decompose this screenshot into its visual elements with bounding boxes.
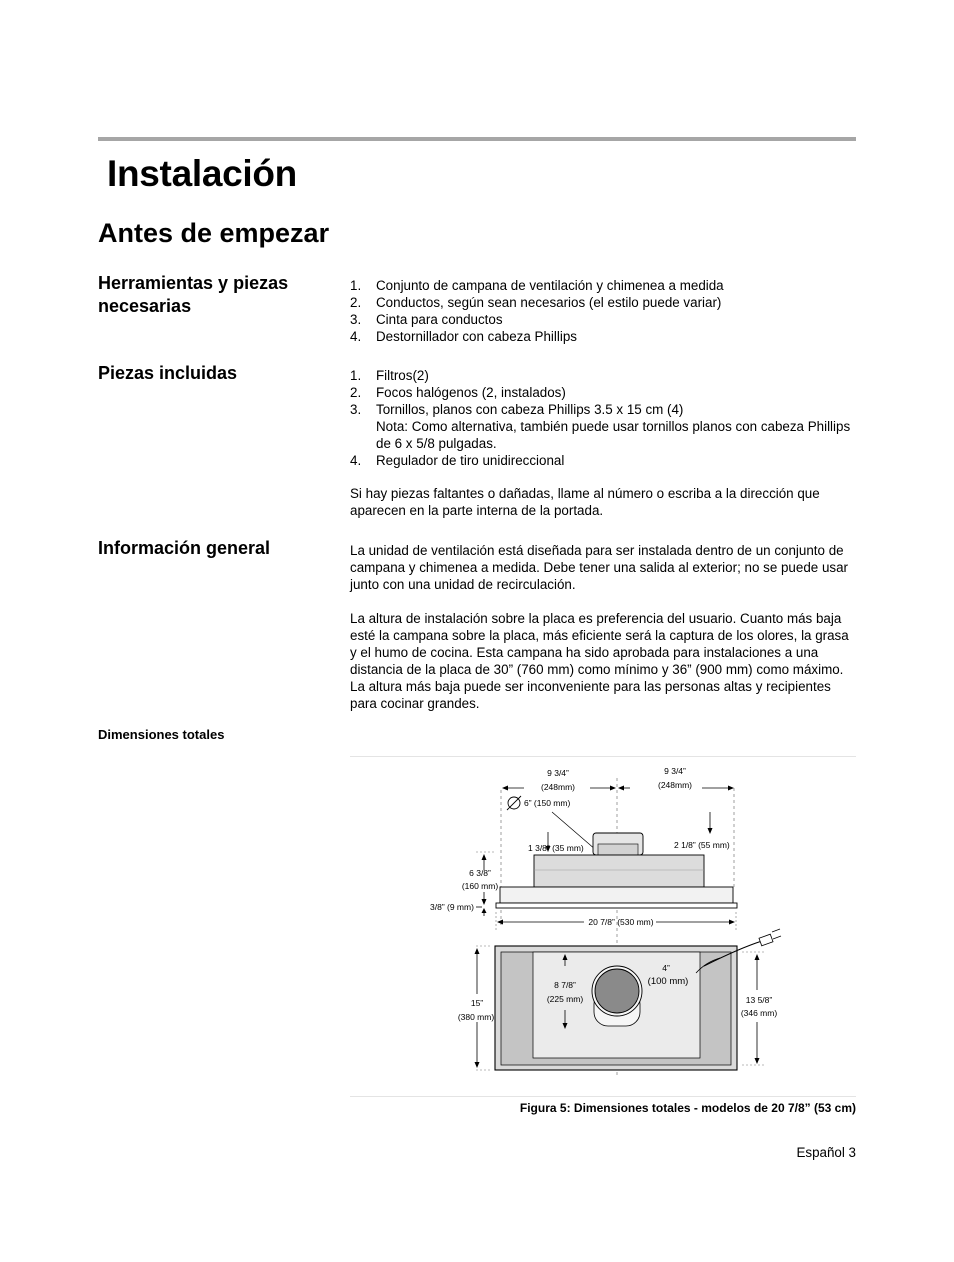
- list-item: 4. Regulador de tiro unidireccional: [350, 453, 565, 468]
- parts-list: [350, 367, 856, 469]
- total-height-mm-label: (160 mm): [461, 881, 499, 891]
- right-width-mm-label: (248mm): [657, 780, 693, 790]
- list-item: 3. Cinta para conductos: [350, 312, 503, 327]
- parts-heading: Piezas incluidas: [98, 363, 238, 383]
- inner-depth-label: 13 5/8”: [745, 995, 773, 1005]
- list-item: 1. Conjunto de campana de ventilación y chimenea a medida: [350, 278, 724, 293]
- damper-mm-label: (100 mm): [647, 976, 689, 987]
- damper-label: 4”: [662, 963, 670, 973]
- page-footer: Español 3: [796, 1145, 856, 1160]
- dimensions-heading: Dimensiones totales: [98, 727, 225, 742]
- list-item: 3. Tornillos, planos con cabeza Phillips 3.5 x 15 cm (4) Nota: Como alternativa, también puede usar tornillos planos con cabeza Phillips de 6 x 5/8 pulgadas.: [350, 402, 851, 451]
- note-text: Nota: Como alternativa, también puede usar tornillos planos con cabeza Phillips de 6 x 5/8 pulgadas.: [376, 419, 851, 451]
- list-item: 2. Conductos, según sean necesarios (el estilo puede variar): [350, 295, 722, 310]
- duct-offset-mm-label: (225 mm): [546, 994, 584, 1004]
- duct-diameter-label: 6” (150 mm): [524, 798, 571, 808]
- top-offset-label: 2 1/8” (55 mm): [674, 840, 730, 850]
- total-height-label: 6 3/8”: [469, 868, 491, 878]
- list-item: 1. Filtros(2): [350, 368, 429, 383]
- left-width-label: 9 3/4”: [547, 768, 569, 778]
- left-width-mm-label: (248mm): [540, 782, 576, 792]
- right-width-label: 9 3/4”: [664, 766, 686, 776]
- general-paragraph-1: La unidad de ventilación está diseñada para ser instalada dentro de un conjunto de campana y chimenea a medida. Debe tener una salida al exterior; no se puede usar junto con una unidad de recirculación.: [350, 543, 848, 592]
- missing-parts-note: Si hay piezas faltantes o dañadas, llame al número o escriba a la dirección que aparecen en la parte interna de la portada.: [350, 486, 820, 518]
- dimensions-diagram: [420, 760, 790, 1090]
- page-title: Instalación: [107, 153, 297, 194]
- depth-label: 15”: [470, 998, 484, 1008]
- total-width-label: 20 7/8” (530 mm): [588, 917, 654, 927]
- tools-heading: Herramientas y piezas necesarias: [98, 273, 289, 316]
- section-title: Antes de empezar: [98, 218, 330, 248]
- flange-label: 3/8” (9 mm): [430, 902, 474, 912]
- title-rule: [98, 137, 856, 141]
- general-paragraph-2: La altura de instalación sobre la placa es preferencia del usuario. Cuanto más baja esté la campana sobre la placa, más eficiente será la captura de los olores, la grasa y el humo de cocina. Esta campana ha sido aprobada para instalaciones a una distancia de la placa de 30” (760 mm) como mínimo y 36” (900 mm) como máximo. La altura más baja puede ser inconveniente para las personas altas y recipientes para cocinar grandes.: [350, 611, 849, 711]
- general-heading: Información general: [98, 538, 271, 558]
- duct-offset-label: 8 7/8”: [554, 980, 576, 990]
- list-item: 2. Focos halógenos (2, instalados): [350, 385, 566, 400]
- figure-caption: Figura 5: Dimensiones totales - modelos de 20 7/8” (53 cm): [519, 1101, 856, 1115]
- depth-mm-label: (380 mm): [457, 1012, 495, 1022]
- figure-bottom-rule: [350, 1096, 856, 1097]
- tools-list: [350, 277, 856, 345]
- collar-height-label: 1 3/8” (35 mm): [528, 843, 584, 853]
- figure-top-rule: [350, 756, 856, 757]
- inner-depth-mm-label: (346 mm): [740, 1008, 778, 1018]
- list-item: 4. Destornillador con cabeza Phillips: [350, 329, 577, 344]
